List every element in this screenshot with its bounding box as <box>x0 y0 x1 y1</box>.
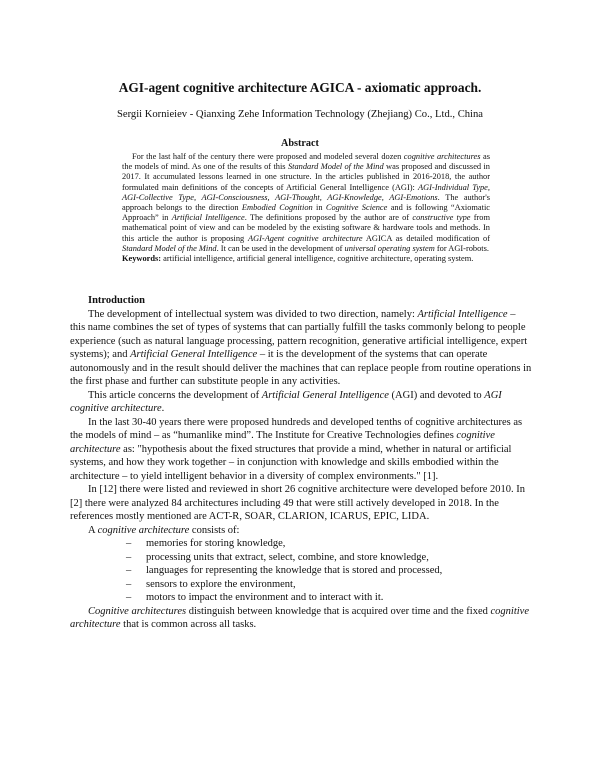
main-body <box>70 294 532 632</box>
intro-paragraph-6: Cognitive architectures distinguish between knowledge that is acquired over time and the fixed cognitive architecture that is common across all tasks. <box>70 605 529 630</box>
section-heading-introduction: Introduction <box>88 295 145 306</box>
list-item: – processing units that extract, select, combine, and store knowledge, <box>126 551 532 565</box>
intro-paragraph-4: In [12] there were listed and reviewed in short 26 cognitive architecture were developed before 2010. In [2] there were analyzed 84 architectures including 49 that were still actively developed in 2018. In the references mostly mentioned are ACT-R, SOAR, CLARION, ICARUS, EPIC, LIDA. <box>70 484 526 522</box>
list-item: – memories for storing knowledge, <box>126 537 532 551</box>
intro-paragraph-1: The development of intellectual system was divided to two direction, namely: Artificial Intelligence – this name combines the set of types of systems that can partially fulfill the tasks commonly belong to people experience (such as natural language processing, pattern recognition, generative artificial intelligence, expert systems); and Artificial General Intelligence – it is the development of the systems that can operate autonomously and in the result should deliver the machines that can replace people from routine operations in the first phase and further can substitute people in any activities. <box>70 308 532 387</box>
keywords-label: Keywords: <box>122 254 162 264</box>
author-line: Sergii Kornieiev - Qianxing Zehe Information Technology (Zhejiang) Co., Ltd., China <box>116 109 484 120</box>
list-item: – languages for representing the knowledge that is stored and processed, <box>126 564 532 578</box>
intro-paragraph-2: This article concerns the development of Artificial General Intelligence (AGI) and devoted to AGI cognitive architecture. <box>70 389 502 414</box>
components-list <box>70 537 532 605</box>
intro-paragraph-5: A cognitive architecture consists of: <box>88 524 240 536</box>
paper-title: AGI-agent cognitive architecture AGICA - axiomatic approach. <box>118 80 482 95</box>
abstract-heading: Abstract <box>281 138 319 149</box>
abstract-body <box>122 152 490 264</box>
list-item: – sensors to explore the environment, <box>126 578 532 592</box>
list-item: – motors to impact the environment and to interact with it. <box>126 591 532 605</box>
intro-paragraph-3: In the last 30-40 years there were proposed hundreds and developed tenths of cognitive architectures as the models of mind – as “humanlike mind”. The Institute for Creative Technologies defines cognitive architecture as: "hypothesis about the fixed structures that provide a mind, whether in natural or artificial systems, and how they work together – in conjunction with knowledge and skills embodied within the architecture – to yield intelligent behavior in a diversity of complex environments." [1]. <box>70 416 523 482</box>
abstract-paragraph: For the last half of the century there were proposed and modeled several dozen cognitive architectures as the models of mind. As one of the results of this Standard Model of the Mind was proposed and discussed in 2017. It accumulated lessons learned in one structure. In the articles published in 2016-2018, the author formulated main definitions of the concepts of Artificial General Intelligence (AGI): AGI-Individual Type, AGI-Collective Type, AGI-Consciousness, AGI-Thought, AGI-Knowledge, AGI-Emotions. The author's approach belongs to the direction Embodied Cognition in Cognitive Science and is following “Axiomatic Approach” in Artificial Intelligence. The definitions proposed by the author are of constructive type from mathematical point of view and can be modeled by the existing software & hardware tools and methods. In this article the author is proposing AGI-Agent cognitive architecture AGICA as detailed modification of Standard Model of the Mind. It can be used in the development of universal operating system for AGI-robots. <box>122 152 490 253</box>
keywords: Keywords: artificial intelligence, artificial general intelligence, cognitive architecture, operating system. <box>122 254 474 264</box>
